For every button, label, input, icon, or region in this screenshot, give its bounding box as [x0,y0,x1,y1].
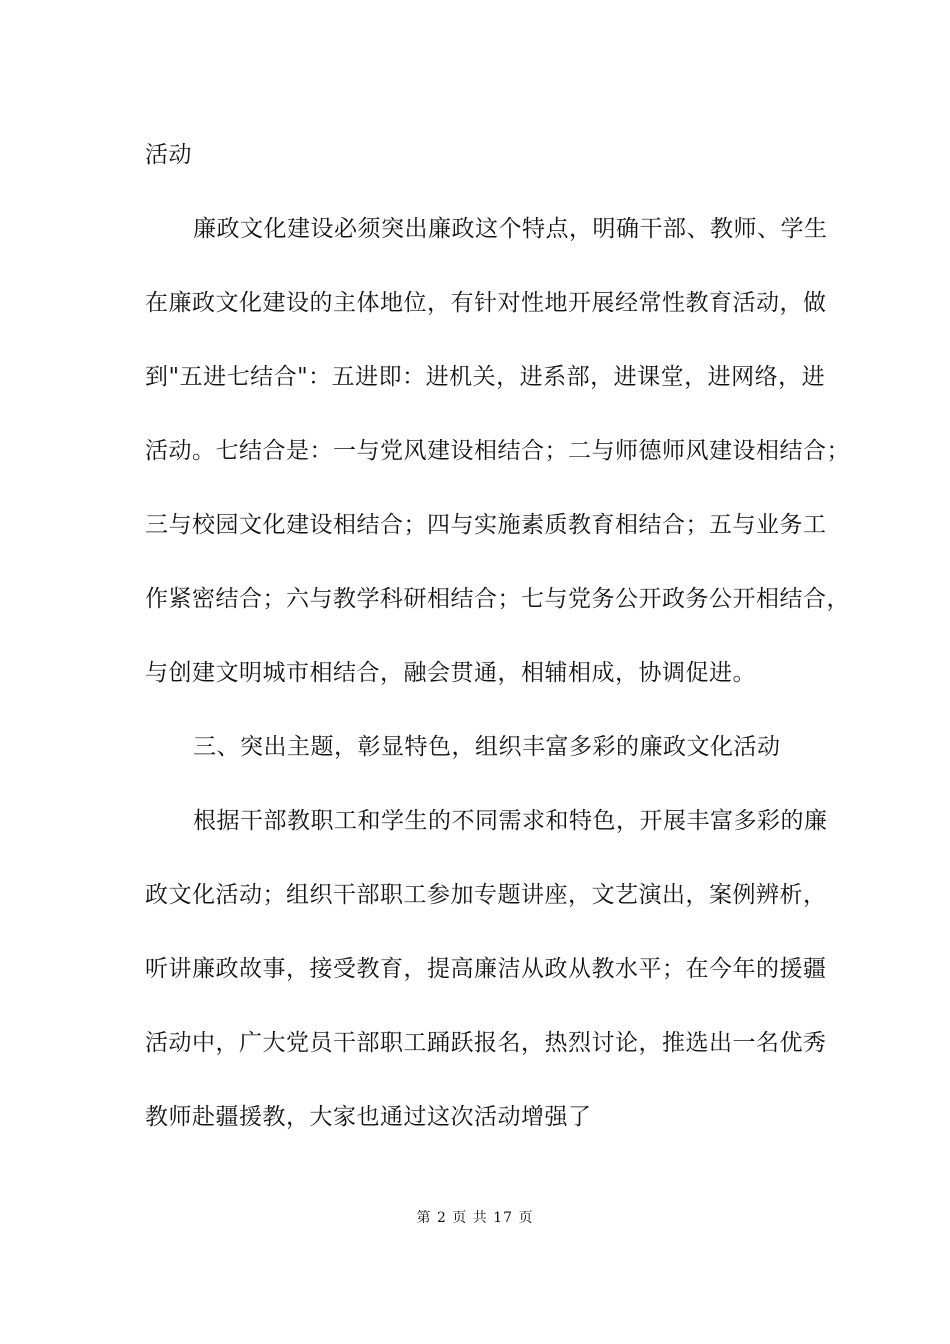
text-line: 活动中，广大党员干部职工踊跃报名，热烈讨论，推选出一名优秀 [145,1030,827,1056]
text-line: 活动。七结合是：一与党风建设相结合；二与师德师风建设相结合； [145,438,850,464]
page-number-footer: 第 2 页 共 17 页 [416,1210,534,1226]
text-line: 听讲廉政故事，接受教育，提高廉洁从政从教水平；在今年的援疆 [145,956,827,982]
paragraph-start-line: 根据干部教职工和学生的不同需求和特色，开展丰富多彩的廉 [193,808,828,834]
text-line: 在廉政文化建设的主体地位，有针对性地开展经常性教育活动，做 [145,290,827,316]
text-line: 政文化活动；组织干部职工参加专题讲座，文艺演出，案例辨析， [145,882,827,908]
text-line: 活动 [145,142,192,168]
text-line: 教师赴疆援教，大家也通过这次活动增强了 [145,1104,592,1130]
section-heading: 三、突出主题，彰显特色，组织丰富多彩的廉政文化活动 [193,734,781,760]
text-line: 到"五进七结合"：五进即：进机关，进系部，进课堂，进网络，进 [145,364,826,390]
text-line: 三与校园文化建设相结合；四与实施素质教育相结合；五与业务工 [145,512,827,538]
text-line: 作紧密结合；六与教学科研相结合；七与党务公开政务公开相结合， [145,586,850,612]
paragraph-start-line: 廉政文化建设必须突出廉政这个特点，明确干部、教师、学生 [193,216,828,242]
text-line: 与创建文明城市相结合，融会贯通，相辅相成，协调促进。 [145,660,756,686]
